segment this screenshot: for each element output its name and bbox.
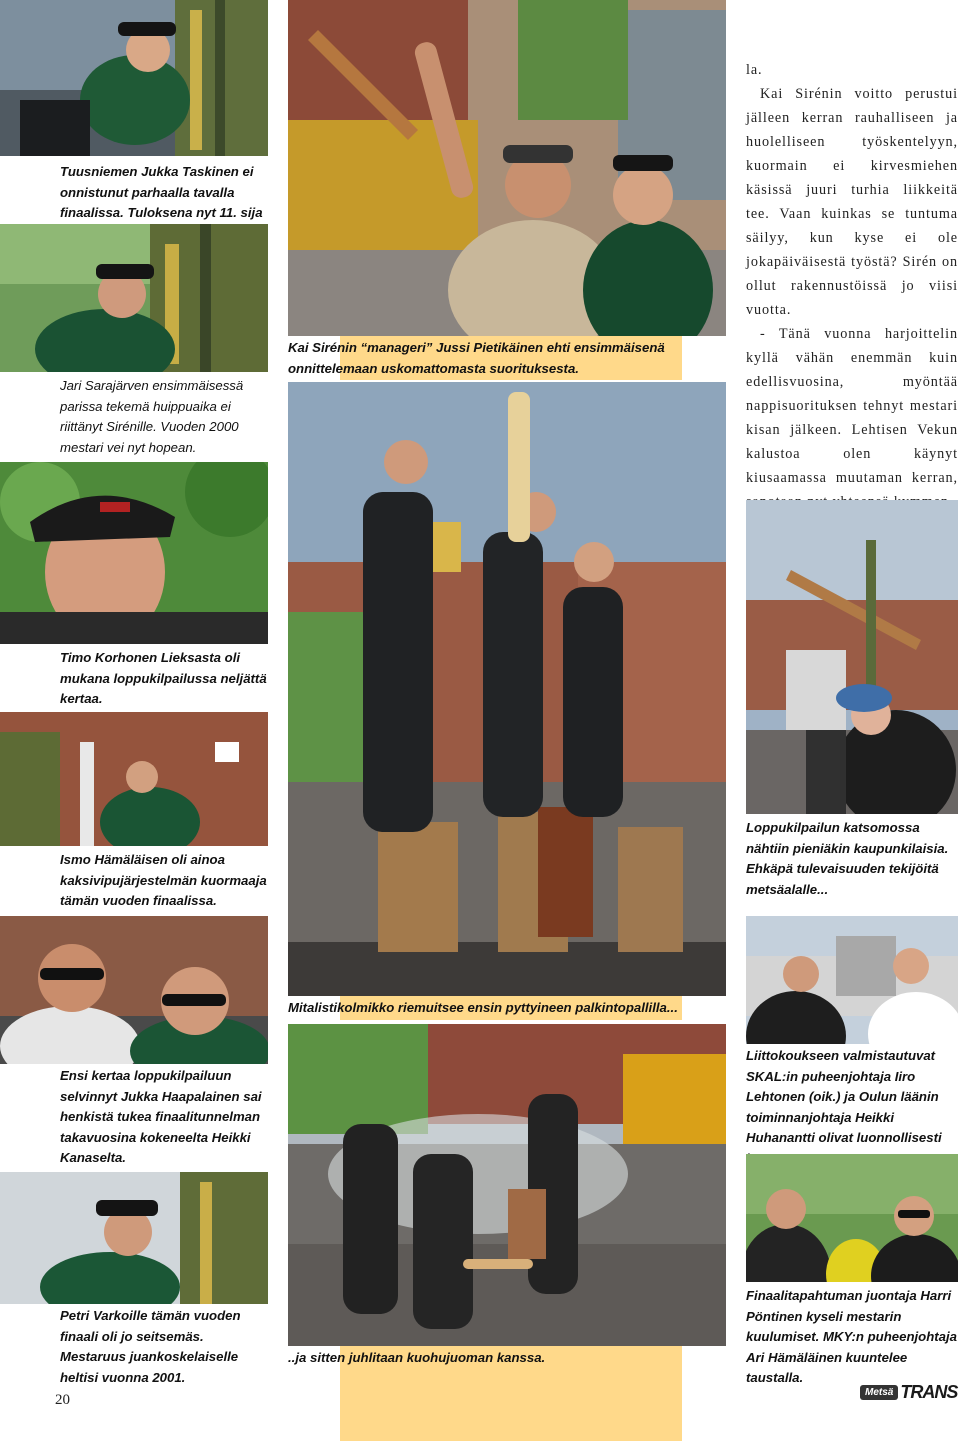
caption-sarajarvi: Jari Sarajärven ensimmäisessä parissa tekemä huippuaika ei riittänyt Sirénille. Vuoden 2000 mestari vei nyt hopean. bbox=[60, 378, 244, 455]
photo-pontinen bbox=[746, 1154, 958, 1282]
article-paragraph-2: - Tänä vuonna harjoittelin kyllä vähän enemmän kuin edellisvuosina, myöntää nappisuorituksen tehnyt mestari kisan jälkeen. Lehtisen Vekun kalustoa olen käynyt kiusaamassa muutaman kerran, bbox=[746, 326, 958, 486]
logo-metsa-text: Metsä bbox=[860, 1385, 898, 1400]
caption-taskinen: Tuusniemen Jukka Taskinen ei onnistunut parhaalla tavalla finaalissa. Tuloksena nyt 11. sija bbox=[60, 164, 263, 221]
photo-champagne bbox=[288, 1024, 726, 1346]
photo-skal bbox=[746, 916, 958, 1044]
caption-korhonen: Timo Korhonen Lieksasta oli mukana loppukilpailussa neljättä kertaa. bbox=[60, 650, 267, 707]
metsatrans-logo bbox=[860, 1382, 957, 1403]
logo-trans-text: TRANS bbox=[900, 1382, 958, 1402]
photo-siren-manager bbox=[288, 0, 726, 336]
caption-champagne: ..ja sitten juhlitaan kuohujuoman kanssa. bbox=[288, 1350, 546, 1365]
photo-varkoi bbox=[0, 1172, 268, 1304]
caption-haapalainen: Ensi kertaa loppukilpailuun selvinnyt Jukka Haapalainen sai henkistä tukea finaalitunnelman takavuosina kokeneelta Heikki Kanaselta. bbox=[60, 1068, 262, 1166]
caption-spectators: Loppukilpailun katsomossa nähtiin pieniäkin kaupunkilaisia. Ehkäpä tulevaisuuden tekijöitä metsäalalle... bbox=[746, 820, 949, 897]
caption-varkoi: Petri Varkoille tämän vuoden finaali oli jo seitsemäs. Mestaruus juankoskelaiselle heltisi vuonna 2001. bbox=[60, 1308, 241, 1385]
caption-podium: Mitalistikolmikko riemuitsee ensin pyttyineen palkintopallilla... bbox=[288, 1000, 678, 1015]
article-paragraph-start: la. bbox=[746, 62, 763, 78]
photo-haapalainen bbox=[0, 916, 268, 1064]
photo-hamalainen bbox=[0, 712, 268, 846]
article-paragraph-1: Kai Sirénin voitto perustui jälleen kerran rauhalliseen ja huolelliseen työskentelyyn, kuormain ei kirvesmiehen käsissä juuri turhia liikkeitä tee. Vaan kuinkas se tuntuma säilyy, kun kyse ei ole jokapäiväisestä työstä? Sirén on ollut rakennustöissä jo viisi vuotta. bbox=[746, 86, 958, 318]
photo-taskinen bbox=[0, 0, 268, 156]
caption-skal: Liittokoukseen valmistautuvat SKAL:in puheenjohtaja Iiro Lehtonen (oik.) ja Oulun läänin toiminnanjohtaja Heikki Huhanantti olivat luonnollisesti bbox=[746, 1048, 942, 1146]
caption-siren-manager: Kai Sirénin “manageri” Jussi Pietikäinen ehti ensimmäisenä onnittelemaan uskomattomasta suorituksesta. bbox=[288, 340, 665, 376]
photo-sarajarvi bbox=[0, 224, 268, 372]
photo-podium bbox=[288, 382, 726, 996]
photo-spectators bbox=[746, 500, 958, 814]
article-text bbox=[746, 58, 958, 514]
page-number: 20 bbox=[55, 1392, 70, 1408]
caption-hamalainen: Ismo Hämäläisen oli ainoa kaksivipujärjestelmän kuormaaja tämän vuoden finaalissa. bbox=[60, 852, 267, 909]
photo-korhonen bbox=[0, 462, 268, 644]
caption-pontinen: Finaalitapahtuman juontaja Harri Pöntinen kyseli mestarin kuulumiset. MKY:n puheenjohtaja Ari Hämäläinen kuuntelee taustalla. bbox=[746, 1288, 958, 1386]
